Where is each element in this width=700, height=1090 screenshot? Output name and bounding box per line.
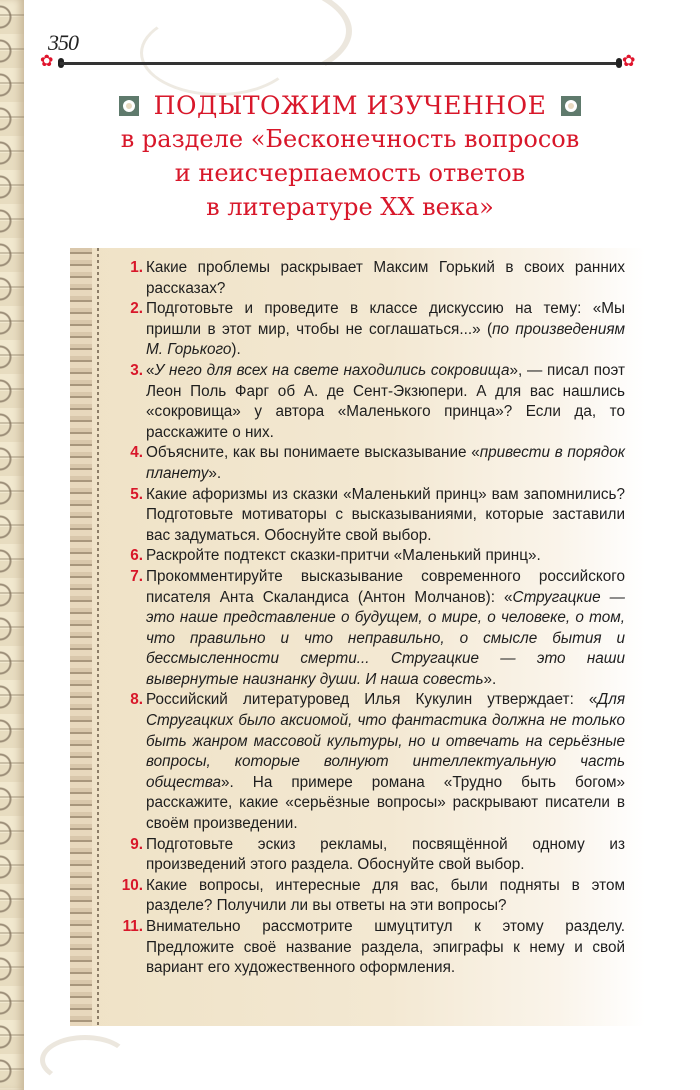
question-item [115,690,625,834]
question-number: 10. [121,876,143,894]
panel-dashed-line [97,248,99,1026]
quote-text: Стругацкие — это наше представление о будущем, о мире, о человеке, о том, что правильно и что неправильно, о смысле бытия и бессмысленности смерти... Стругацкие — это наши вывернутые наизнанку души. И наша совесть [146,588,625,688]
section-title [80,90,620,224]
question-number: 6. [130,547,143,565]
ornament-icon [556,91,586,121]
question-text [146,876,625,917]
red-flower-icon: ✿ [622,53,636,70]
question-item [115,485,625,547]
decorative-left-border [0,0,24,1090]
question-text [146,917,625,979]
question-item [115,258,625,299]
plain-text: Подготовьте и проведите в классе дискуссию на тему: «Мы пришли в этот мир, чтобы не соглашаться...» ( [146,300,625,338]
questions-list [115,258,625,979]
question-item [115,299,625,361]
title-line-3: и неисчерпаемость ответов [174,159,526,187]
plain-text: Раскройте подтекст сказки-притчи «Маленький принц». [146,547,541,565]
plain-text: Российский литературовед Илья Кукулин утверждает: « [146,691,598,709]
question-item [115,361,625,443]
quote-text: по произведениям М. Горького [146,320,625,359]
question-item [115,917,625,979]
question-text [146,258,625,299]
question-item [115,443,625,484]
quote-text: привести в порядок планету [146,444,625,482]
question-item [115,835,625,876]
quote-text: У него для всех на свете находились сокровища [154,361,510,379]
question-number: 9. [130,835,143,853]
plain-text: ». [208,464,222,482]
plain-text: Какие вопросы, интересные для вас, были подняты в этом разделе? Получили ли вы ответы на эти вопросы? [146,876,625,915]
question-item [115,546,625,567]
question-text [146,485,625,547]
plain-text: ). [231,341,241,359]
panel-lace-border [70,248,92,1026]
plain-text: Подготовьте эскиз рекламы, посвящённой одному из произведений этого раздела. Обоснуйте свой выбор. [146,835,625,874]
plain-text: ». На примере романа «Трудно быть богом» расскажите, какие «серьёзные вопросы» раскрывают писатели в своём произведении. [146,773,625,833]
plain-text: Какие афоризмы из сказки «Маленький принц» вам запомнились? Подготовьте мотиваторы с высказываниями, которые заставили вас задуматься. Обоснуйте свой выбор. [146,485,625,544]
question-number: 5. [130,485,143,503]
question-number: 11. [122,918,143,935]
page-number: 350 [48,30,78,55]
question-text [146,361,625,443]
question-item [115,876,625,917]
question-number: 2. [130,300,143,318]
question-number: 7. [130,567,143,585]
decorative-swirl-icon [40,1035,130,1085]
question-text [146,443,625,484]
plain-text: », — писал поэт Леон Поль Фарг об А. де Сент-Экзюпери. А для вас нашлись «сокровища» у автора «Маленького принца»? Если да, то расскажите о них. [146,361,625,441]
title-line-4: в литературе XX века» [206,193,494,221]
question-text [146,835,625,876]
red-flower-icon: ✿ [40,53,54,70]
title-heading: ПОДЫТОЖИМ ИЗУЧЕННОЕ [153,91,547,120]
plain-text: Внимательно рассмотрите шмуцтитул к этому разделу. Предложите своё название раздела, эпиграфы к нему и свой вариант его художественного оформления. [146,918,625,977]
header-rule [60,62,620,65]
questions-panel [70,248,645,1026]
plain-text: Объясните, как вы понимаете высказывание « [146,444,480,462]
plain-text: Прокомментируйте высказывание современного российского писателя Анта Скаландиса (Антон Молчанов): « [146,567,625,606]
question-text [146,690,625,834]
question-number: 4. [130,444,143,462]
question-number: 8. [130,691,143,709]
question-item [115,567,625,691]
question-text [146,546,625,567]
title-line-2: в разделе «Бесконечность вопросов [120,125,580,153]
question-number: 1. [130,259,143,276]
question-text [146,299,625,361]
question-number: 3. [130,361,143,379]
plain-text: Какие проблемы раскрывает Максим Горький в своих ранних рассказах? [146,259,625,297]
plain-text: ». [483,670,497,688]
quote-text: Для Стругацких было аксиомой, что фантастика должна не только быть жанром массовой культуры, но и отвечать на серьёзные вопросы, которые волнуют интеллектуальную часть общества [146,691,625,791]
plain-text: « [146,361,155,379]
decorative-swirl-icon [140,10,296,96]
ornament-icon [114,91,144,121]
question-text [146,567,625,691]
